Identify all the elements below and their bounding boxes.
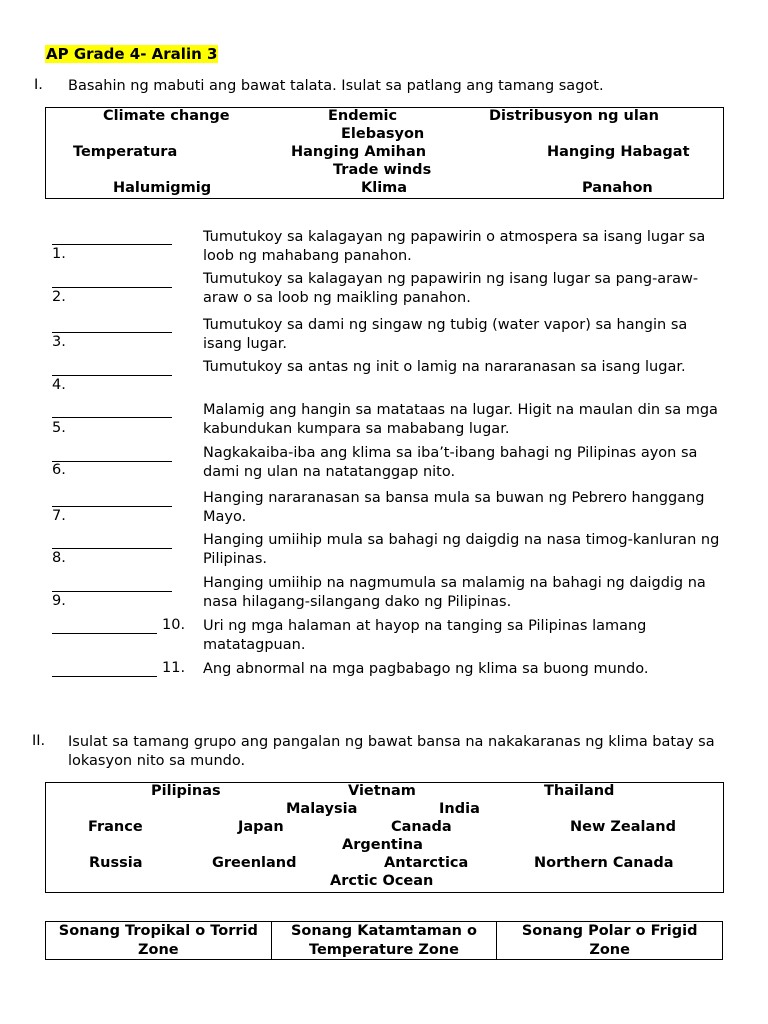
section-number-2: II. — [32, 733, 46, 749]
zone-header-temperate: Sonang Katamtaman o Temperature Zone — [271, 922, 497, 960]
country-item: Russia — [89, 855, 143, 871]
item-text: Uri ng mga halaman at hayop na tanging sa Pilipinas lamang matatagpuan. — [203, 618, 647, 653]
item-number: 7. — [52, 508, 66, 524]
item-text: Ang abnormal na mga pagbabago ng klima sa buong mundo. — [203, 661, 649, 677]
item-text: Tumutukoy sa antas ng init o lamig na nararanasan sa isang lugar. — [203, 359, 686, 375]
item-text: Tumutukoy sa kalagayan ng papawirin o atmospera sa isang lugar sa loob ng mahabang panahon. — [203, 229, 706, 264]
item-text: Tumutukoy sa kalagayan ng papawirin ng isang lugar sa pang-araw-araw o sa loob ng maikling panahon. — [203, 271, 699, 306]
item-number: 10. — [162, 617, 186, 633]
answer-blank[interactable] — [52, 332, 172, 333]
word-bank-item: Hanging Amihan — [291, 144, 427, 160]
country-item: Antarctica — [384, 855, 469, 871]
word-bank-item: Temperatura — [73, 144, 178, 160]
zone-header-polar: Sonang Polar o Frigid Zone — [497, 922, 723, 960]
answer-blank[interactable] — [52, 287, 172, 288]
item-number: 5. — [52, 420, 66, 436]
word-bank-item: Climate change — [103, 108, 230, 124]
item-number: 4. — [52, 377, 66, 393]
country-item: Greenland — [212, 855, 297, 871]
country-bank-box — [45, 782, 724, 893]
word-bank-item: Endemic — [328, 108, 398, 124]
answer-blank[interactable] — [52, 244, 172, 245]
item-text: Malamig ang hangin sa matataas na lugar. Higit na maulan din sa mga kabundukan kumpara sa mababang lugar. — [203, 402, 718, 437]
item-text: Hanging umiihip mula sa bahagi ng daigdig na nasa timog-kanluran ng Pilipinas. — [203, 532, 720, 567]
item-number: 6. — [52, 462, 66, 478]
answer-blank[interactable] — [52, 548, 172, 549]
item-text: Tumutukoy sa dami ng singaw ng tubig (water vapor) sa hangin sa isang lugar. — [203, 317, 688, 352]
answer-blank[interactable] — [52, 461, 172, 462]
country-item: New Zealand — [570, 819, 677, 835]
item-text: Nagkakaiba-iba ang klima sa iba’t-ibang bahagi ng Pilipinas ayon sa dami ng ulan na natatanggap nito. — [203, 445, 698, 480]
item-number: 1. — [52, 246, 66, 262]
zones-table — [45, 921, 723, 960]
item-number: 3. — [52, 334, 66, 350]
answer-blank[interactable] — [52, 676, 157, 677]
word-bank-box — [45, 107, 724, 199]
country-item: India — [439, 801, 480, 817]
country-item: Northern Canada — [534, 855, 674, 871]
item-number: 8. — [52, 550, 66, 566]
item-number: 11. — [162, 660, 186, 676]
country-item: Vietnam — [348, 783, 416, 799]
item-text: Hanging nararanasan sa bansa mula sa buwan ng Pebrero hanggang Mayo. — [203, 490, 705, 525]
word-bank-item: Panahon — [582, 180, 653, 196]
answer-blank[interactable] — [52, 375, 172, 376]
item-text: Hanging umiihip na nagmumula sa malamig na bahagi ng daigdig na nasa hilagang-silangang dako ng Pilipinas. — [203, 575, 706, 610]
country-item: France — [88, 819, 143, 835]
table-row — [46, 922, 723, 960]
word-bank-item: Klima — [361, 180, 408, 196]
word-bank-item: Halumigmig — [113, 180, 212, 196]
word-bank-item: Elebasyon — [341, 126, 425, 142]
answer-blank[interactable] — [52, 591, 172, 592]
answer-blank[interactable] — [52, 506, 172, 507]
country-item: Canada — [391, 819, 452, 835]
answer-blank[interactable] — [52, 633, 157, 634]
section-number-1: I. — [34, 77, 43, 93]
country-item: Japan — [238, 819, 284, 835]
country-item: Argentina — [342, 837, 423, 853]
page-title: AP Grade 4- Aralin 3 — [46, 45, 218, 63]
section-instruction-1: Basahin ng mabuti ang bawat talata. Isulat sa patlang ang tamang sagot. — [68, 78, 604, 94]
section-instruction-2: Isulat sa tamang grupo ang pangalan ng bawat bansa na nakakaranas ng klima batay sa lokasyon nito sa mundo. — [68, 734, 715, 769]
answer-blank[interactable] — [52, 417, 172, 418]
word-bank-item: Trade winds — [333, 162, 432, 178]
zone-header-tropical: Sonang Tropikal o Torrid Zone — [46, 922, 272, 960]
item-number: 2. — [52, 289, 66, 305]
country-item: Arctic Ocean — [330, 873, 434, 889]
word-bank-item: Distribusyon ng ulan — [489, 108, 659, 124]
country-item: Thailand — [544, 783, 615, 799]
item-number: 9. — [52, 593, 66, 609]
word-bank-item: Hanging Habagat — [547, 144, 690, 160]
country-item: Pilipinas — [151, 783, 221, 799]
country-item: Malaysia — [286, 801, 358, 817]
